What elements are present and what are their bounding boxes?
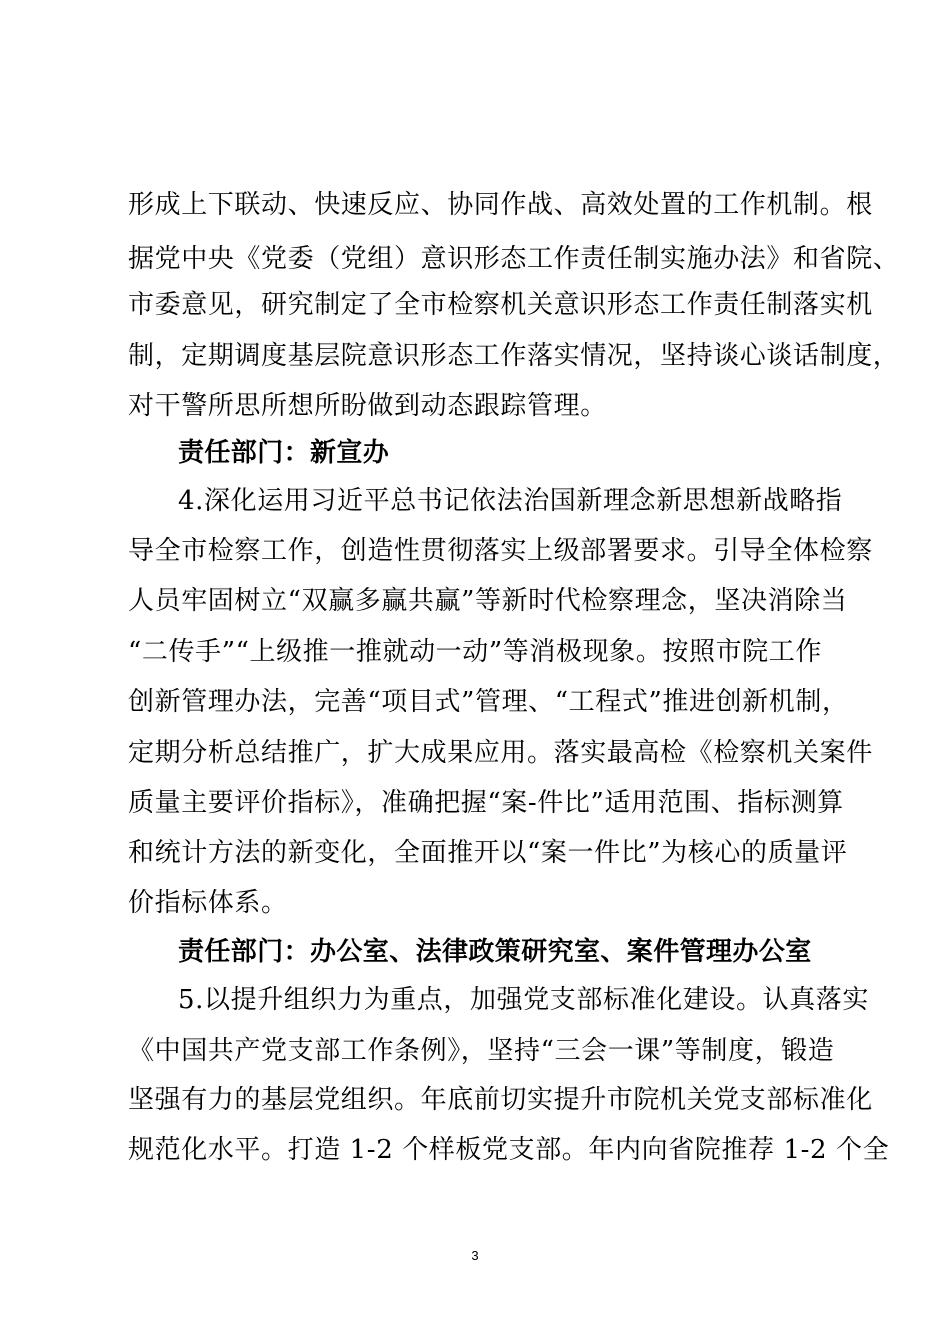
item-5-first-line: 5.以提升组织力为重点，加强党支部标准化建设。认真落实 <box>178 985 870 1015</box>
text-line: 《中国共产党支部工作条例》，坚持“三会一课”等制度，锻造 <box>128 1036 835 1066</box>
text-line: 坚强有力的基层党组织。年底前切实提升市院机关党支部标准化 <box>128 1085 873 1115</box>
page-number: 3 <box>471 1248 479 1263</box>
text-line: 市委意见，研究制定了全市检察机关意识形态工作责任制落实机 <box>128 290 873 320</box>
responsible-department-heading: 责任部门：办公室、法律政策研究室、案件管理办公室 <box>178 937 812 967</box>
text-line: 规范化水平。打造 1-2 个样板党支部。年内向省院推荐 1-2 个全 <box>128 1135 890 1165</box>
text-line: 据党中央《党委（党组）意识形态工作责任制实施办法》和省院、 <box>128 244 900 274</box>
text-line: 价指标体系。 <box>128 888 288 918</box>
text-line: 质量主要评价指标》，准确把握“案-件比”适用范围、指标测算 <box>128 788 844 818</box>
responsible-department-heading: 责任部门：新宣办 <box>178 438 390 468</box>
text-line: 对干警所思所想所盼做到动态跟踪管理。 <box>128 391 607 421</box>
text-line: 创新管理办法，完善“项目式”管理、“工程式”推进创新机制， <box>128 687 849 717</box>
text-line: 和统计方法的新变化，全面推开以“案一件比”为核心的质量评 <box>128 838 848 868</box>
text-line: 定期分析总结推广，扩大成果应用。落实最高检《检察机关案件 <box>128 738 873 768</box>
text-line: 人员牢固树立“双赢多赢共赢”等新时代检察理念，坚决消除当 <box>128 586 848 616</box>
item-4-first-line: 4.深化运用习近平总书记依法治国新理念新思想新战略指 <box>178 486 843 516</box>
text-line: 导全市检察工作，创造性贯彻落实上级部署要求。引导全体检察 <box>128 536 873 566</box>
text-line: 制，定期调度基层院意识形态工作落实情况，坚持谈心谈话制度， <box>128 341 900 371</box>
text-line: 形成上下联动、快速反应、协同作战、高效处置的工作机制。根 <box>128 190 873 220</box>
text-line: “二传手”“上级推一推就动一动”等消极现象。按照市院工作 <box>128 637 822 667</box>
